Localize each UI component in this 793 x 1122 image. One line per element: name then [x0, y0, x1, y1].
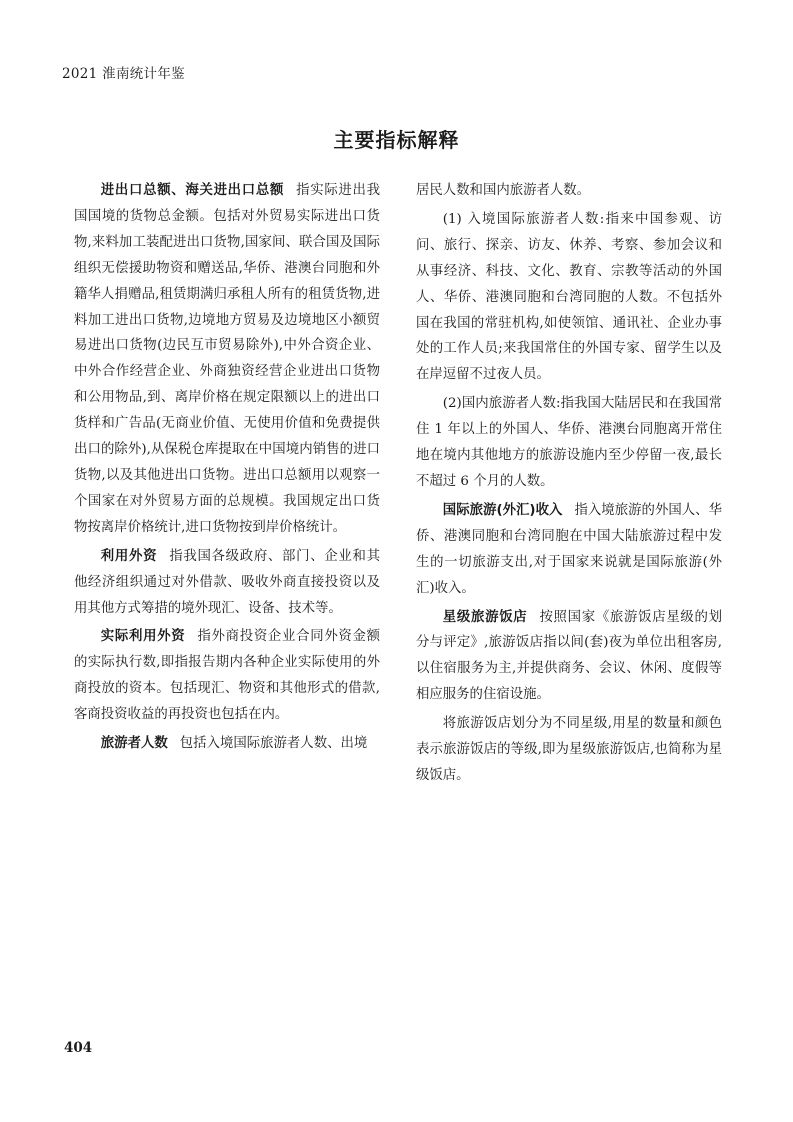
entry-star-hotels: [416, 605, 722, 709]
page-title: 主要指标解释: [333, 128, 460, 152]
entry-text: 指我国各级政府、部门、企业和其他经济组织通过对外借款、吸收外商直接投资以及用其他方式筹措的境外现汇、设备、技术等。: [74, 548, 381, 616]
entry-term: 星级旅游饭店: [442, 609, 528, 625]
running-header: 2021 淮南统计年鉴: [62, 66, 185, 82]
entry-term: 旅游者人数: [100, 736, 168, 752]
entry-text: 指实际进出我国国境的货物总金额。包括对外贸易实际进出口货物,来料加工装配进出口货物,国家间、联合国及国际组织无偿援助物资和赠送品,华侨、港澳台同胞和外籍华人捐赠品,租赁期满归承租人所有的租赁货物,进料加工进出口货物,边境地方贸易及边境地区小额贸易进出口货物(边民互市贸易除外),中外合资企业、中外合作经营企业、外商独资经营企业进出口货物和公用物品,到、离岸价格在规定限额以上的进出口货样和广告品(无商业价值、无使用价值和免费提供出口的除外),从保税仓库提取在中国境内销售的进口货物,以及其他进出口货物。进出口总额用以观察一个国家在对外贸易方面的总规模。我国规定出口货物按离岸价格统计,进口货物按到岸价格统计。: [74, 183, 381, 535]
entry-term: 实际利用外资: [100, 629, 186, 645]
entry-text: 指外商投资企业合同外资金额的实际执行数,即指报告期内各种企业实际使用的外商投放的资本。包括现汇、物资和其他形式的借款,客商投资收益的再投资也包括在内。: [74, 629, 381, 723]
entry-foreign-capital: [74, 544, 380, 622]
entry-term: 利用外资: [100, 548, 158, 564]
entry-import-export: [74, 178, 380, 541]
page-number: 404: [64, 1040, 93, 1056]
entry-star-hotels-note: 将旅游饭店划分为不同星级,用星的数量和颜色表示旅游饭店的等级,即为星级旅游饭店,也简称为星级饭店。: [416, 716, 722, 783]
entry-tourism-income: [416, 498, 722, 602]
entry-text: 包括入境国际旅游者人数、出境: [179, 736, 368, 752]
entry-term: 进出口总额、海关进出口总额: [100, 183, 285, 198]
left-column: [74, 178, 380, 760]
right-column: [416, 178, 722, 792]
entry-domestic-tourists: (2)国内旅游者人数:指我国大陆居民和在我国常住 1 年以上的外国人、华侨、港澳台同胞离开常住地在境内其他地方的旅游设施内至少停留一夜,最长不超过 6 个月的人数。: [416, 396, 722, 489]
entry-text: 按照国家《旅游饭店星级的划分与评定》,旅游饭店指以间(套)夜为单位出租客房,以住宿服务为主,并提供商务、会议、休闲、度假等相应服务的住宿设施。: [416, 609, 723, 703]
entry-term: 国际旅游(外汇)收入: [442, 502, 563, 518]
entry-tourist-count: [74, 731, 380, 757]
entry-text: 指入境旅游的外国人、华侨、港澳同胞和台湾同胞在中国大陆旅游过程中发生的一切旅游支出,对于国家来说就是国际旅游(外汇)收入。: [416, 502, 722, 596]
entry-actual-foreign-capital: [74, 624, 380, 728]
entry-continuation: 居民人数和国内旅游者人数。: [416, 183, 591, 198]
entry-inbound-tourists: (1) 入境国际旅游者人数:指来中国参观、访问、旅行、探亲、访友、休养、考察、参加会议和从事经济、科技、文化、教育、宗教等活动的外国人、华侨、港澳同胞和台湾同胞的人数。不包括外国在我国的常驻机构,如使领馆、通讯社、企业办事处的工作人员;来我国常住的外国专家、留学生以及在岸逗留不过夜人员。: [416, 211, 722, 383]
